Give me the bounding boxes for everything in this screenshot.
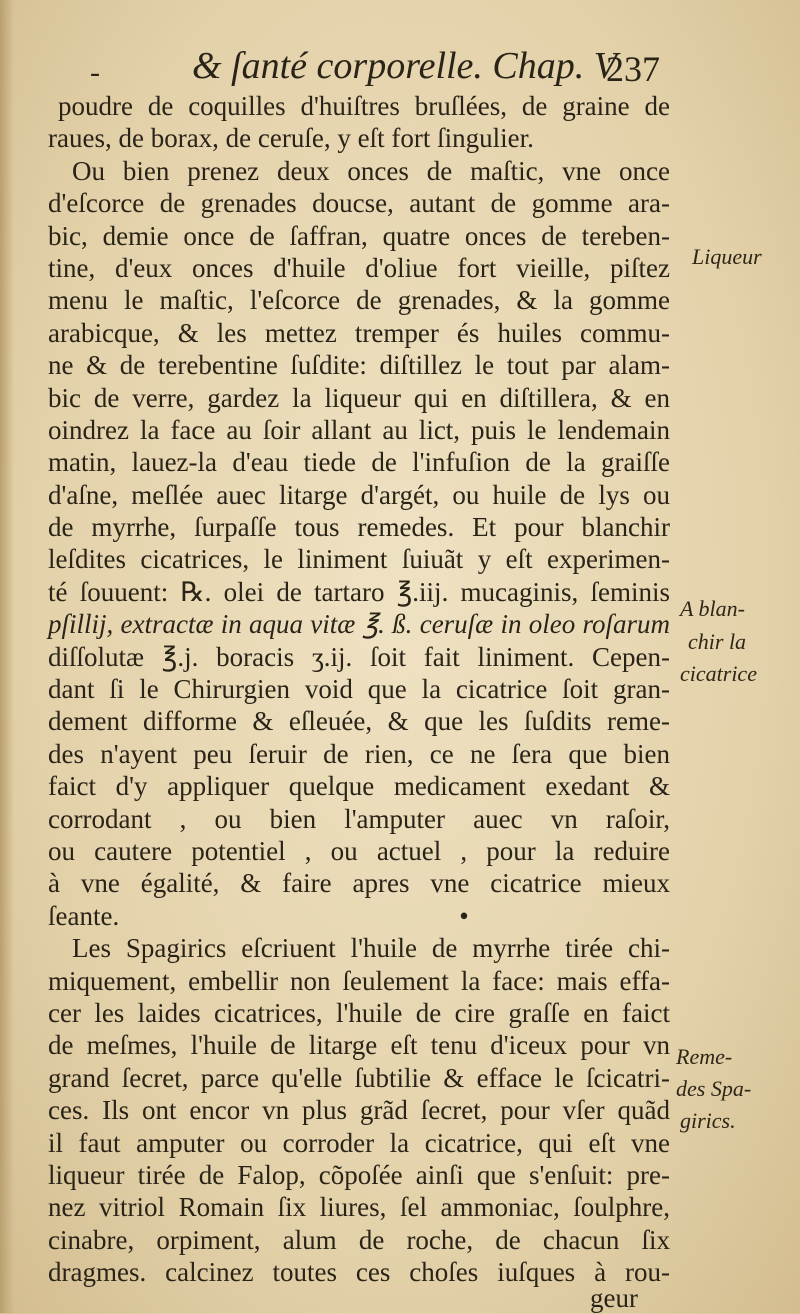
page-edge-shadow bbox=[0, 0, 14, 1313]
text-line: ces. Ils ont encor vn plus grãd ſecret, pour vſer quãd bbox=[48, 1095, 670, 1126]
text-line: grand ſecret, parce qu'elle ſubtilie & efface le ſcicatri- bbox=[48, 1062, 670, 1093]
running-header bbox=[60, 44, 660, 94]
text-line: leſdites cicatrices, le liniment ſuiuãt y eſt experimen- bbox=[48, 544, 670, 575]
text-line: miquement, embellir non ſeulement la face: mais effa- bbox=[48, 965, 670, 996]
text-line: Les Spagirics eſcriuent l'huile de myrrhe tirée chi- bbox=[72, 933, 670, 964]
text-line: arabicque, & les mettez tremper és huiles commu- bbox=[48, 317, 670, 348]
page-number: 237 bbox=[606, 49, 660, 89]
text-line: oindrez la face au ſoir allant au lict, puis le lendemain bbox=[48, 414, 670, 445]
text-line: des n'ayent peu ſeruir de rien, ce ne ſera que bien bbox=[48, 738, 670, 769]
text-line: de myrrhe, ſurpaſſe tous remedes. Et pour blanchir bbox=[48, 512, 670, 543]
margin-note-remedes-3: girics. bbox=[680, 1108, 736, 1133]
text-line: à vne égalité, & faire apres vne cicatrice mieux bbox=[48, 868, 670, 899]
text-line-with-bullet bbox=[48, 900, 670, 932]
text-line: dant ſi le Chirurgien void que la cicatrice ſoit gran- bbox=[48, 674, 670, 705]
margin-note-blanchir-2: chir la bbox=[688, 629, 747, 654]
text-line: diſſolutæ ℥.j. boracis ʒ.ij. ſoit fait liniment. Cepen- bbox=[48, 641, 670, 672]
text-line: bic, demie once de ſaffran, quatre onces de tereben- bbox=[48, 220, 670, 251]
main-text-block bbox=[48, 90, 670, 1288]
text-line: pſillij, extractæ in aqua vitæ ℥. ß. ceruſæ in oleo roſarum bbox=[48, 609, 670, 640]
margin-note-liqueur: Liqueur bbox=[692, 244, 762, 269]
text-line: dragmes. calcinez toutes ces choſes iuſques à rou- bbox=[48, 1257, 670, 1288]
text-line: tine, d'eux onces d'huile d'oliue fort vieille, piſtez bbox=[48, 252, 670, 283]
text-line: ne & de terebentine ſuſdite: diſtillez le tout par alam- bbox=[48, 350, 670, 381]
text-line: il faut amputer ou corroder la cicatrice, qui eſt vne bbox=[48, 1127, 670, 1158]
text-line: dement difforme & eſleuée, & que les ſuſdits reme- bbox=[48, 706, 670, 737]
text-line: faict d'y appliquer quelque medicament exedant & bbox=[48, 771, 670, 802]
text-line: cinabre, orpiment, alum de roche, de chacun ſix bbox=[48, 1224, 670, 1255]
text-line: té ſouuent: ℞. olei de tartaro ℥.iij. mucaginis, ſeminis bbox=[48, 576, 670, 607]
text-line: ou cautere potentiel , ou actuel , pour la reduire bbox=[48, 835, 670, 866]
header-dash: - bbox=[90, 56, 100, 89]
text-line: corrodant , ou bien l'amputer auec vn raſoir, bbox=[48, 803, 670, 834]
margin-note-blanchir-1: A blan- bbox=[680, 596, 745, 621]
text-line: d'eſcorce de grenades doucse, autant de gomme ara- bbox=[48, 188, 670, 219]
text-line: poudre de coquilles d'huiſtres bruſlées, de graine de bbox=[58, 91, 670, 121]
margin-note-blanchir-3: cicatrice bbox=[680, 661, 757, 686]
text-line: nez vitriol Romain ſix liures, ſel ammoniac, ſoulphre, bbox=[48, 1192, 670, 1223]
text-line: raues, de borax, de ceruſe, y eſt fort ſingulier. bbox=[48, 123, 534, 154]
text-line: Ou bien prenez deux onces de maſtic, vne once bbox=[72, 155, 670, 186]
text-line: matin, lauez-la d'eau tiede de l'infuſion de la graiſſe bbox=[48, 447, 670, 478]
text-line: de meſmes, l'huile de litarge eſt tenu d'iceux pour vn bbox=[48, 1030, 670, 1061]
text-line: menu le maſtic, l'eſcorce de grenades, & la gomme bbox=[48, 285, 670, 316]
text-line: ſeante. bbox=[48, 900, 120, 931]
text-line: bic de verre, gardez la liqueur qui en diſtillera, & en bbox=[48, 382, 670, 413]
text-line: cer les laides cicatrices, l'huile de cire graſſe en faict bbox=[48, 997, 670, 1028]
text-line: d'aſne, meſlée auec litarge d'argét, ou huile de lys ou bbox=[48, 479, 670, 510]
margin-note-remedes-1: Reme- bbox=[676, 1044, 733, 1069]
text-line: liqueur tirée de Falop, cõpoſée ainſi que s'enſuit: pre- bbox=[48, 1159, 670, 1190]
printer-bullet: • bbox=[459, 900, 469, 931]
margin-note-remedes-2: des Spa- bbox=[676, 1076, 752, 1101]
catchword: geur bbox=[590, 1283, 638, 1313]
running-title: & ſanté corporelle. Chap. V bbox=[192, 45, 617, 87]
